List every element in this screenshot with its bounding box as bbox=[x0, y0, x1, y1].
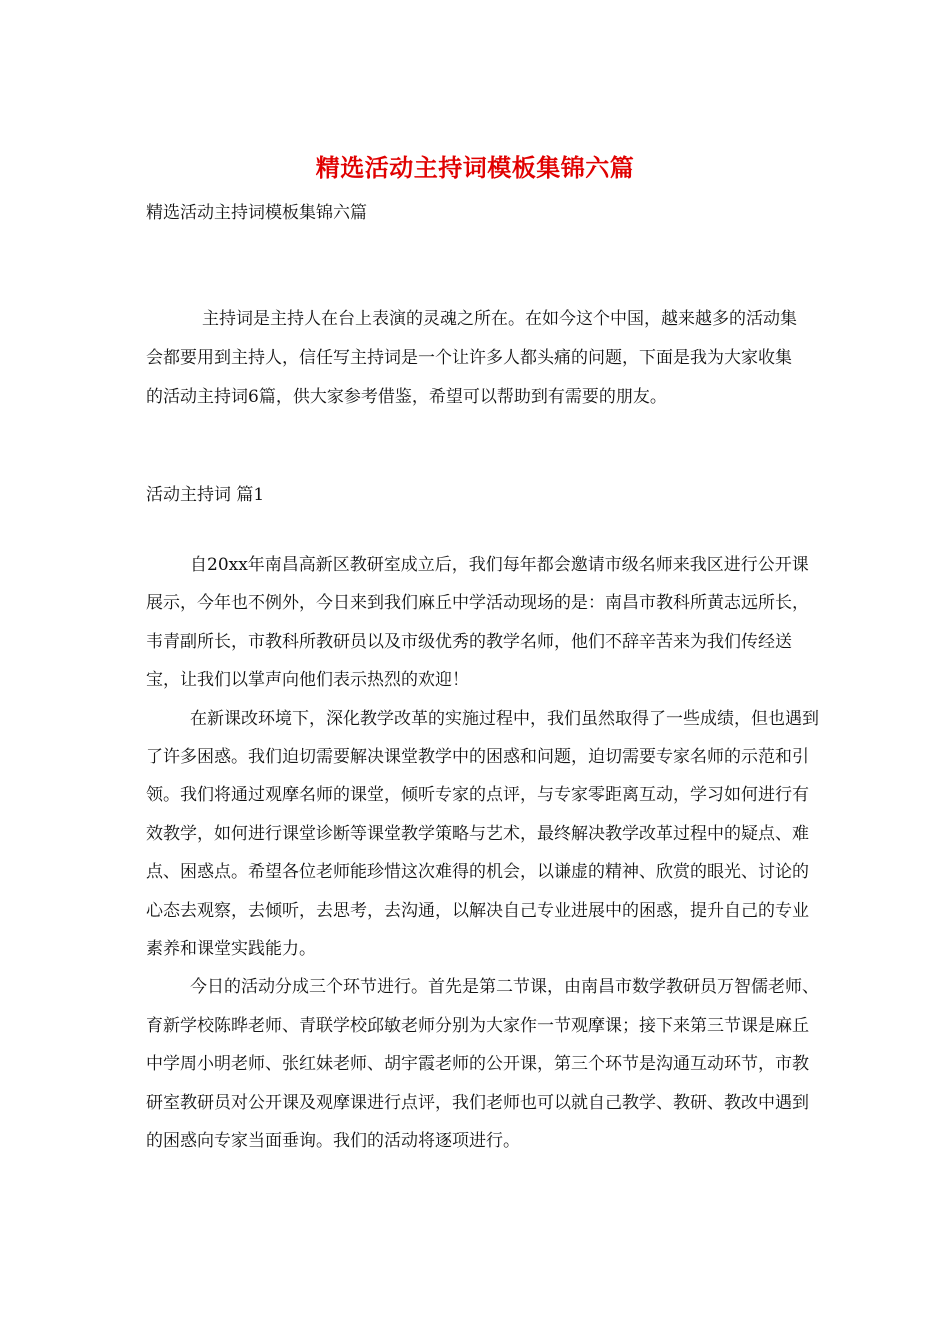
body-paragraph-2: 在新课改环境下，深化教学改革的实施过程中，我们虽然取得了一些成绩，但也遇到了许多困惑。我们迫切需要解决课堂教学中的困惑和问题，迫切需要专家名师的示范和引领。我们将通过观摩名师的课堂，倾听专家的点评，与专家零距离互动，学习如何进行有效教学，如何进行课堂诊断等课堂教学策略与艺术，最终解决教学改革过程中的疑点、难点、困惑点。希望各位老师能珍惜这次难得的机会，以谦虚的精神、欣赏的眼光、讨论的心态去观察，去倾听，去思考，去沟通，以解决自己专业进展中的困惑，提升自己的专业素养和课堂实践能力。 bbox=[146, 708, 819, 960]
document-subtitle: 精选活动主持词模板集锦六篇 bbox=[146, 203, 367, 223]
section-heading: 活动主持词 篇1 bbox=[146, 485, 265, 505]
body-paragraph-3: 今日的活动分成三个环节进行。首先是第二节课，由南昌市数学教研员万智儒老师、育新学校陈晔老师、青联学校邱敏老师分别为大家作一节观摩课；接下来第三节课是麻丘中学周小明老师、张红妹老师、胡宇霞老师的公开课，第三个环节是沟通互动环节，市教研室教研员对公开课及观摩课进行点评，我们老师也可以就自己教学、教研、教改中遇到的困惑向专家当面垂询。我们的活动将逐项进行。 bbox=[146, 977, 819, 1152]
document-title: 精选活动主持词模板集锦六篇 bbox=[315, 153, 635, 182]
section-body bbox=[146, 546, 820, 1161]
body-paragraph-1: 自20xx年南昌高新区教研室成立后，我们每年都会邀请市级名师来我区进行公开课展示，今年也不例外，今日来到我们麻丘中学活动现场的是：南昌市教科所黄志远所长，韦青副所长，市教科所教研员以及市级优秀的教学名师，他们不辞辛苦来为我们传经送宝，让我们以掌声向他们表示热烈的欢迎！ bbox=[146, 555, 809, 691]
intro-paragraph: 主持词是主持人在台上表演的灵魂之所在。在如今这个中国，越来越多的活动集会都要用到主持人，信任写主持词是一个让许多人都头痛的问题，下面是我为大家收集的活动主持词6篇，供大家参考借鉴，希望可以帮助到有需要的朋友。 bbox=[146, 309, 797, 407]
